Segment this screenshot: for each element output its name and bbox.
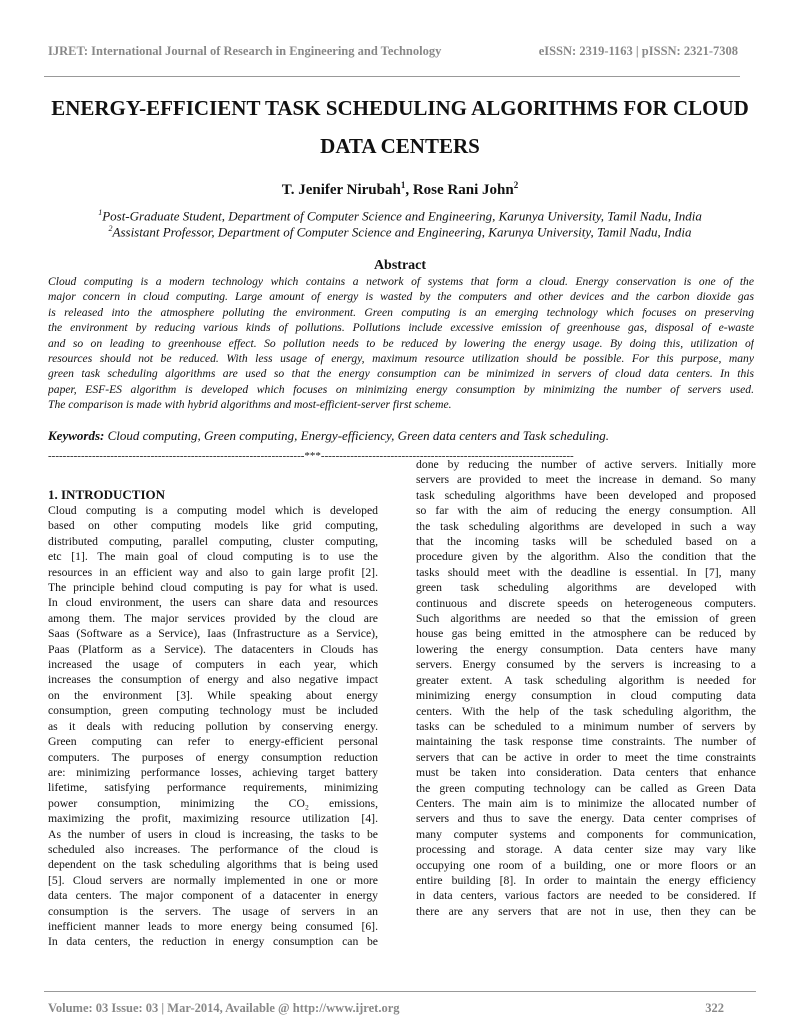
author-1-sup: 1 (400, 180, 406, 190)
text-line: The comparison is made with hybrid algorithms and most-efficient-server first scheme. (48, 398, 452, 412)
text-line: paper, ESF-ES algorithm is developed which focuses on minimizing energy consumption by minimizing the number of servers used. (48, 382, 754, 396)
text-line: dependent on the task scheduling algorithms that is being used (48, 858, 378, 872)
text-line: servers are provided to meet the increase in demand. So many (416, 473, 756, 487)
text-line: done by reducing the number of active servers. Initially more (416, 458, 756, 471)
text-line: Cloud computing is a modern technology which contains a network of systems that form a cloud. Energy conservation is one of the (48, 275, 754, 288)
text-line: inefficient manner leads to more energy being consumed [6]. (48, 919, 378, 933)
aff-1-text: Post-Graduate Student, Department of Computer Science and Engineering, Karunya University, Tamil Nadu, India (102, 208, 702, 224)
text-line: major concern in cloud computing. Large amount of energy is wasted by the computers and other devices and the carbon dioxide gas (48, 290, 754, 304)
abstract-body (48, 274, 754, 413)
text-line: as it deals with reducing pollution by conserving energy. (48, 719, 378, 733)
author-1: T. Jenifer Nirubah (281, 182, 401, 198)
text-line: greater extent. A task scheduling algorithm is needed for (416, 673, 756, 687)
text-line: consumption, green computing technology must be included (48, 704, 378, 718)
aff-2-text: Assistant Professor, Department of Computer Science and Engineering, Karunya University, Tamil Nadu, India (112, 224, 692, 240)
text-line: there are any servers that are not in use, then they can be (416, 904, 756, 918)
text-line: task scheduling algorithms have been developed and proposed (416, 488, 756, 502)
paper-title-line1: ENERGY-EFFICIENT TASK SCHEDULING ALGORITHMS FOR CLOUD (51, 96, 749, 120)
author-2: Rose Rani John (412, 182, 514, 198)
affiliation-2 (0, 224, 800, 240)
text-line: are: minimizing performance losses, achieving target battery (48, 765, 378, 779)
text-line: continuous and discrete speeds on heterogeneous computers. (416, 596, 756, 610)
aff-1-sup: 1 (98, 208, 103, 217)
left-column (48, 503, 378, 950)
text-line: that the incoming tasks will be scheduled based on a (416, 535, 756, 549)
keywords-label: Keywords: (48, 428, 105, 443)
issn: eISSN: 2319-1163 | pISSN: 2321-7308 (538, 44, 738, 58)
text-line: As the number of users in cloud is increasing, the tasks to be (48, 827, 378, 841)
text-line: must be taken into consideration. Data centers that enhance (416, 766, 756, 780)
text-line: data centers. The major component of a datacenter in energy (48, 889, 378, 903)
text-line: green task scheduling algorithms are used so that the energy consumption can be minimized in servers of cloud data centers. In this (48, 367, 754, 381)
text-line: the environment by reducing various kinds of pollutions. Pollutions include excessive emission of greenhouse gas, disposal of e-waste (48, 321, 754, 335)
text-line: Saas (Software as a Service), Iaas (Infrastructure as a Service), (48, 627, 378, 641)
aff-2-sup: 2 (108, 224, 113, 233)
text-line: procedure given by the algorithm. Also the condition that the (416, 550, 756, 564)
text-line: based on other computing models like grid computing, (48, 519, 378, 533)
text-line: entire building [8]. In order to maintain the energy efficiency (416, 873, 756, 887)
text-line: among them. The major services provided by the cloud are (48, 611, 378, 625)
section-separator: ----------------------------------------------------------------------***--------------------------------------------------------------------- (48, 450, 574, 462)
text-line: minimizing energy consumption in cloud computing data (416, 689, 756, 703)
text-line: centers. With the help of the task scheduling algorithm, the (416, 704, 756, 718)
footer-volume: Volume: 03 Issue: 03 | Mar-2014, Available @ http://www.ijret.org (48, 1001, 400, 1015)
text-line: occupying one room of a building, one or more floors or an (416, 858, 756, 872)
text-line: the task scheduling algorithms are developed in such a way (416, 519, 756, 533)
text-line: In cloud environment, the users can share data and resources (48, 596, 378, 610)
text-line: many computer systems and components for communication, (416, 827, 756, 841)
text-line: maximizing the profit, maximizing resource utilization [4]. (48, 812, 378, 826)
text-line: power consumption, minimizing the CO₂ emissions, (48, 796, 378, 810)
paper-title-line2: DATA CENTERS (320, 134, 480, 158)
text-line: green task scheduling algorithms are developed with (416, 581, 756, 595)
text-line: maintaining the task response time constraints. The number of (416, 735, 756, 749)
text-line: The principle behind cloud computing is pay for what is used. (48, 581, 378, 595)
keywords (48, 428, 754, 444)
text-line: etc [1]. The main goal of cloud computing is to use the (48, 550, 378, 564)
right-column (416, 457, 756, 919)
text-line: servers that can be active in order to meet the time constraints (416, 750, 756, 764)
text-line: tasks should meet with the deadline is essential. In [7], many (416, 565, 756, 579)
text-line: the green computing technology can be called as Green Data (416, 781, 756, 795)
text-line: in data centers, various factors are needed to be considered. If (416, 889, 756, 903)
text-line: lifetime, satisfying performance requirements, minimizing (48, 781, 378, 795)
text-line: consumption is the servers. The usage of servers in an (48, 904, 378, 918)
affiliation-1 (0, 208, 800, 224)
text-line: Green computing can refer to energy-efficient personal (48, 735, 378, 749)
text-line: Such algorithms are needed so that the emission of green (416, 612, 756, 626)
text-line: is released into the atmosphere polluting the environment. Green computing is an emerging technology which focuses on preserving (48, 305, 754, 319)
text-line: computers. The purposes of energy consumption reduction (48, 750, 378, 764)
text-line: Centers. The main aim is to minimize the allocated number of (416, 796, 756, 810)
text-line: [5]. Cloud servers are normally implemented in one or more (48, 873, 378, 887)
text-line: servers and thus to save the energy. Data center comprises of (416, 812, 756, 826)
running-header (48, 44, 738, 59)
text-line: and so on leading to greenhouse effect. So pollution needs to be reduced by lowering the energy usage. By doing this, utilization of (48, 336, 754, 350)
header-rule (44, 76, 740, 77)
text-line: resources in an efficient way and also to gain large profit [2]. (48, 565, 378, 579)
text-line: so far with the aim of reducing the energy consumption. All (416, 504, 756, 518)
text-line: processing and storage. A data center size may vary like (416, 843, 756, 857)
text-line: distributed computing, parallel computing, cluster computing, (48, 534, 378, 548)
section-heading-introduction: 1. INTRODUCTION (48, 487, 166, 502)
text-line: servers. Energy consumed by the servers is increasing to a (416, 658, 756, 672)
authors (0, 180, 800, 199)
text-line: Cloud computing is a computing model which is developed (48, 504, 378, 517)
text-line: increased the usage of computers in each year, which (48, 658, 378, 672)
page-number: 322 (705, 1001, 724, 1015)
author-2-sup: 2 (513, 180, 519, 190)
text-line: Paas (Platform as a Service). The datacenters in Clouds has (48, 642, 378, 656)
text-line: house gas being emitted in the atmosphere can be reduced by (416, 627, 756, 641)
footer (48, 1001, 724, 1016)
text-line: increases the consumption of energy and also negative impact (48, 673, 378, 687)
text-line: scheduled also increases. The performance of the cloud is (48, 842, 378, 856)
keywords-text: Cloud computing, Green computing, Energy-efficiency, Green data centers and Task scheduling. (104, 428, 609, 443)
footer-rule (44, 991, 756, 992)
text-line: on the environment [3]. While speaking about energy (48, 688, 378, 702)
abstract-heading: Abstract (373, 258, 427, 273)
text-line: resources should not be reduced. With less usage of energy, maximum resource utilization should be possible. For this purpose, many (48, 352, 754, 366)
text-line: In data centers, the reduction in energy consumption can be (48, 935, 378, 949)
text-line: tasks can be scheduled to a minimum number of servers by (416, 719, 756, 733)
author-sep: , (405, 182, 413, 198)
text-line: lowering the energy consumption. Data centers have many (416, 642, 756, 656)
journal-name: IJRET: International Journal of Research in Engineering and Technology (48, 44, 442, 58)
